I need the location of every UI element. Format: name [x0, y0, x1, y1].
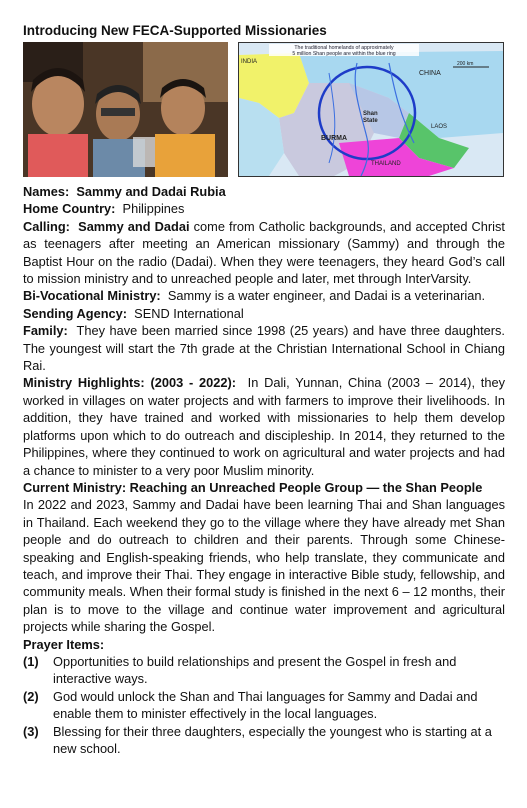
prayer-item-number: (1)	[23, 653, 39, 669]
calling-text: come from Catholic backgrounds, and accepted Christ as teenagers after meeting an American missionary (Sammy) and through the Baptist Hour on the radio (Dadai). When they were teenagers, they heard God’s call to mission ministry and to unreached people and later, met through InterVarsity.	[23, 218, 505, 287]
current-ministry-label: Current Ministry: Reaching an Unreached People Group — the Shan People	[23, 479, 483, 495]
names-value: Sammy and Dadai Rubia	[76, 184, 226, 199]
prayer-item	[23, 653, 505, 688]
map-label-laos: LAOS	[431, 124, 448, 130]
page-title: Introducing New FECA-Supported Missionaries	[23, 23, 327, 38]
prayer-item-number: (3)	[23, 723, 39, 739]
sending-agency-line	[23, 305, 505, 322]
map-label-thailand: THAILAND	[371, 161, 401, 167]
prayer-list	[23, 653, 505, 757]
map-scale-label: 200 km	[457, 61, 474, 67]
bi-vocational-label: Bi-Vocational Ministry:	[23, 288, 161, 304]
missionary-photo	[23, 42, 228, 177]
map-caption-1: The traditional homelands of approximately	[294, 45, 394, 51]
map-label-burma: BURMA	[321, 135, 348, 142]
map-art	[239, 43, 503, 176]
map-label-shan-2: State	[363, 118, 378, 124]
family-label: Family:	[23, 323, 68, 339]
highlights-label: Ministry Highlights: (2003 - 2022):	[23, 375, 237, 391]
prayer-item-text: Blessing for their three daughters, especially the youngest who is starting at a new school.	[53, 723, 492, 756]
calling-label: Calling:	[23, 218, 70, 234]
profile-body	[23, 183, 505, 757]
home-country-line	[23, 200, 505, 217]
family-value: They have been married since 1998 (25 years) and have three daughters. The youngest will start the 7th grade at the Christian International School in Chiang Rai.	[23, 323, 505, 374]
current-ministry-heading	[23, 479, 505, 496]
sending-agency-value: SEND International	[134, 305, 244, 321]
prayer-item	[23, 688, 505, 723]
highlights-value: In Dali, Yunnan, China (2003 – 2014), they worked in villages on water projects and with farmers to improve their livelihoods. In addition, they have trained and worked with missionaries to help them develop platforms upon which to do outreach and discipleship. In 2014, they returned to the Philippines, where they continued to work on agricultural and water projects and had a chance to minister to a very poor Muslim minority.	[23, 375, 505, 478]
prayer-label: Prayer Items:	[23, 636, 105, 652]
prayer-item-number: (2)	[23, 688, 39, 704]
calling-names: Sammy and Dadai	[78, 218, 190, 234]
prayer-heading	[23, 636, 505, 653]
highlights-paragraph	[23, 374, 505, 478]
prayer-item-text: God would unlock the Shan and Thai languages for Sammy and Dadai and enable them to minister effectively in the local languages.	[53, 688, 478, 722]
home-country-value: Philippines	[122, 201, 185, 217]
home-country-label: Home Country:	[23, 201, 116, 217]
prayer-item	[23, 723, 505, 758]
current-ministry-paragraph: In 2022 and 2023, Sammy and Dadai have been learning Thai and Shan languages in Thailand. Each weekend they go to the village where they have already met Shan people and do outreach to children and their parents. Through some Chinese-speaking and English-speaking friends, who help translate, they communicate and teach, and improve their Thai. They engage in interactive Bible study, fellowship, and community meals. When their formal study is finished in the next 6 – 12 months, their plan is to move to the village and continue water improvement and agricultural projects while sharing the Gospel.	[23, 497, 505, 635]
missionary-photo-art	[23, 42, 228, 177]
map-label-shan-1: Shan	[363, 111, 378, 117]
names-label: Names:	[23, 184, 70, 199]
sending-agency-label: Sending Agency:	[23, 305, 128, 321]
bi-vocational-line	[23, 287, 505, 304]
family-paragraph	[23, 322, 505, 374]
names-line	[23, 183, 505, 200]
bi-vocational-value: Sammy is a water engineer, and Dadai is a veterinarian.	[167, 288, 486, 304]
calling-paragraph	[23, 218, 505, 288]
map-caption-2: 5 million Shan people are within the blue ring	[292, 51, 396, 57]
map-label-india: INDIA	[241, 59, 258, 65]
map-label-china: CHINA	[419, 70, 441, 77]
prayer-item-text: Opportunities to build relationships and present the Gospel in fresh and interactive ways.	[53, 653, 457, 687]
shan-homeland-map	[238, 42, 504, 177]
